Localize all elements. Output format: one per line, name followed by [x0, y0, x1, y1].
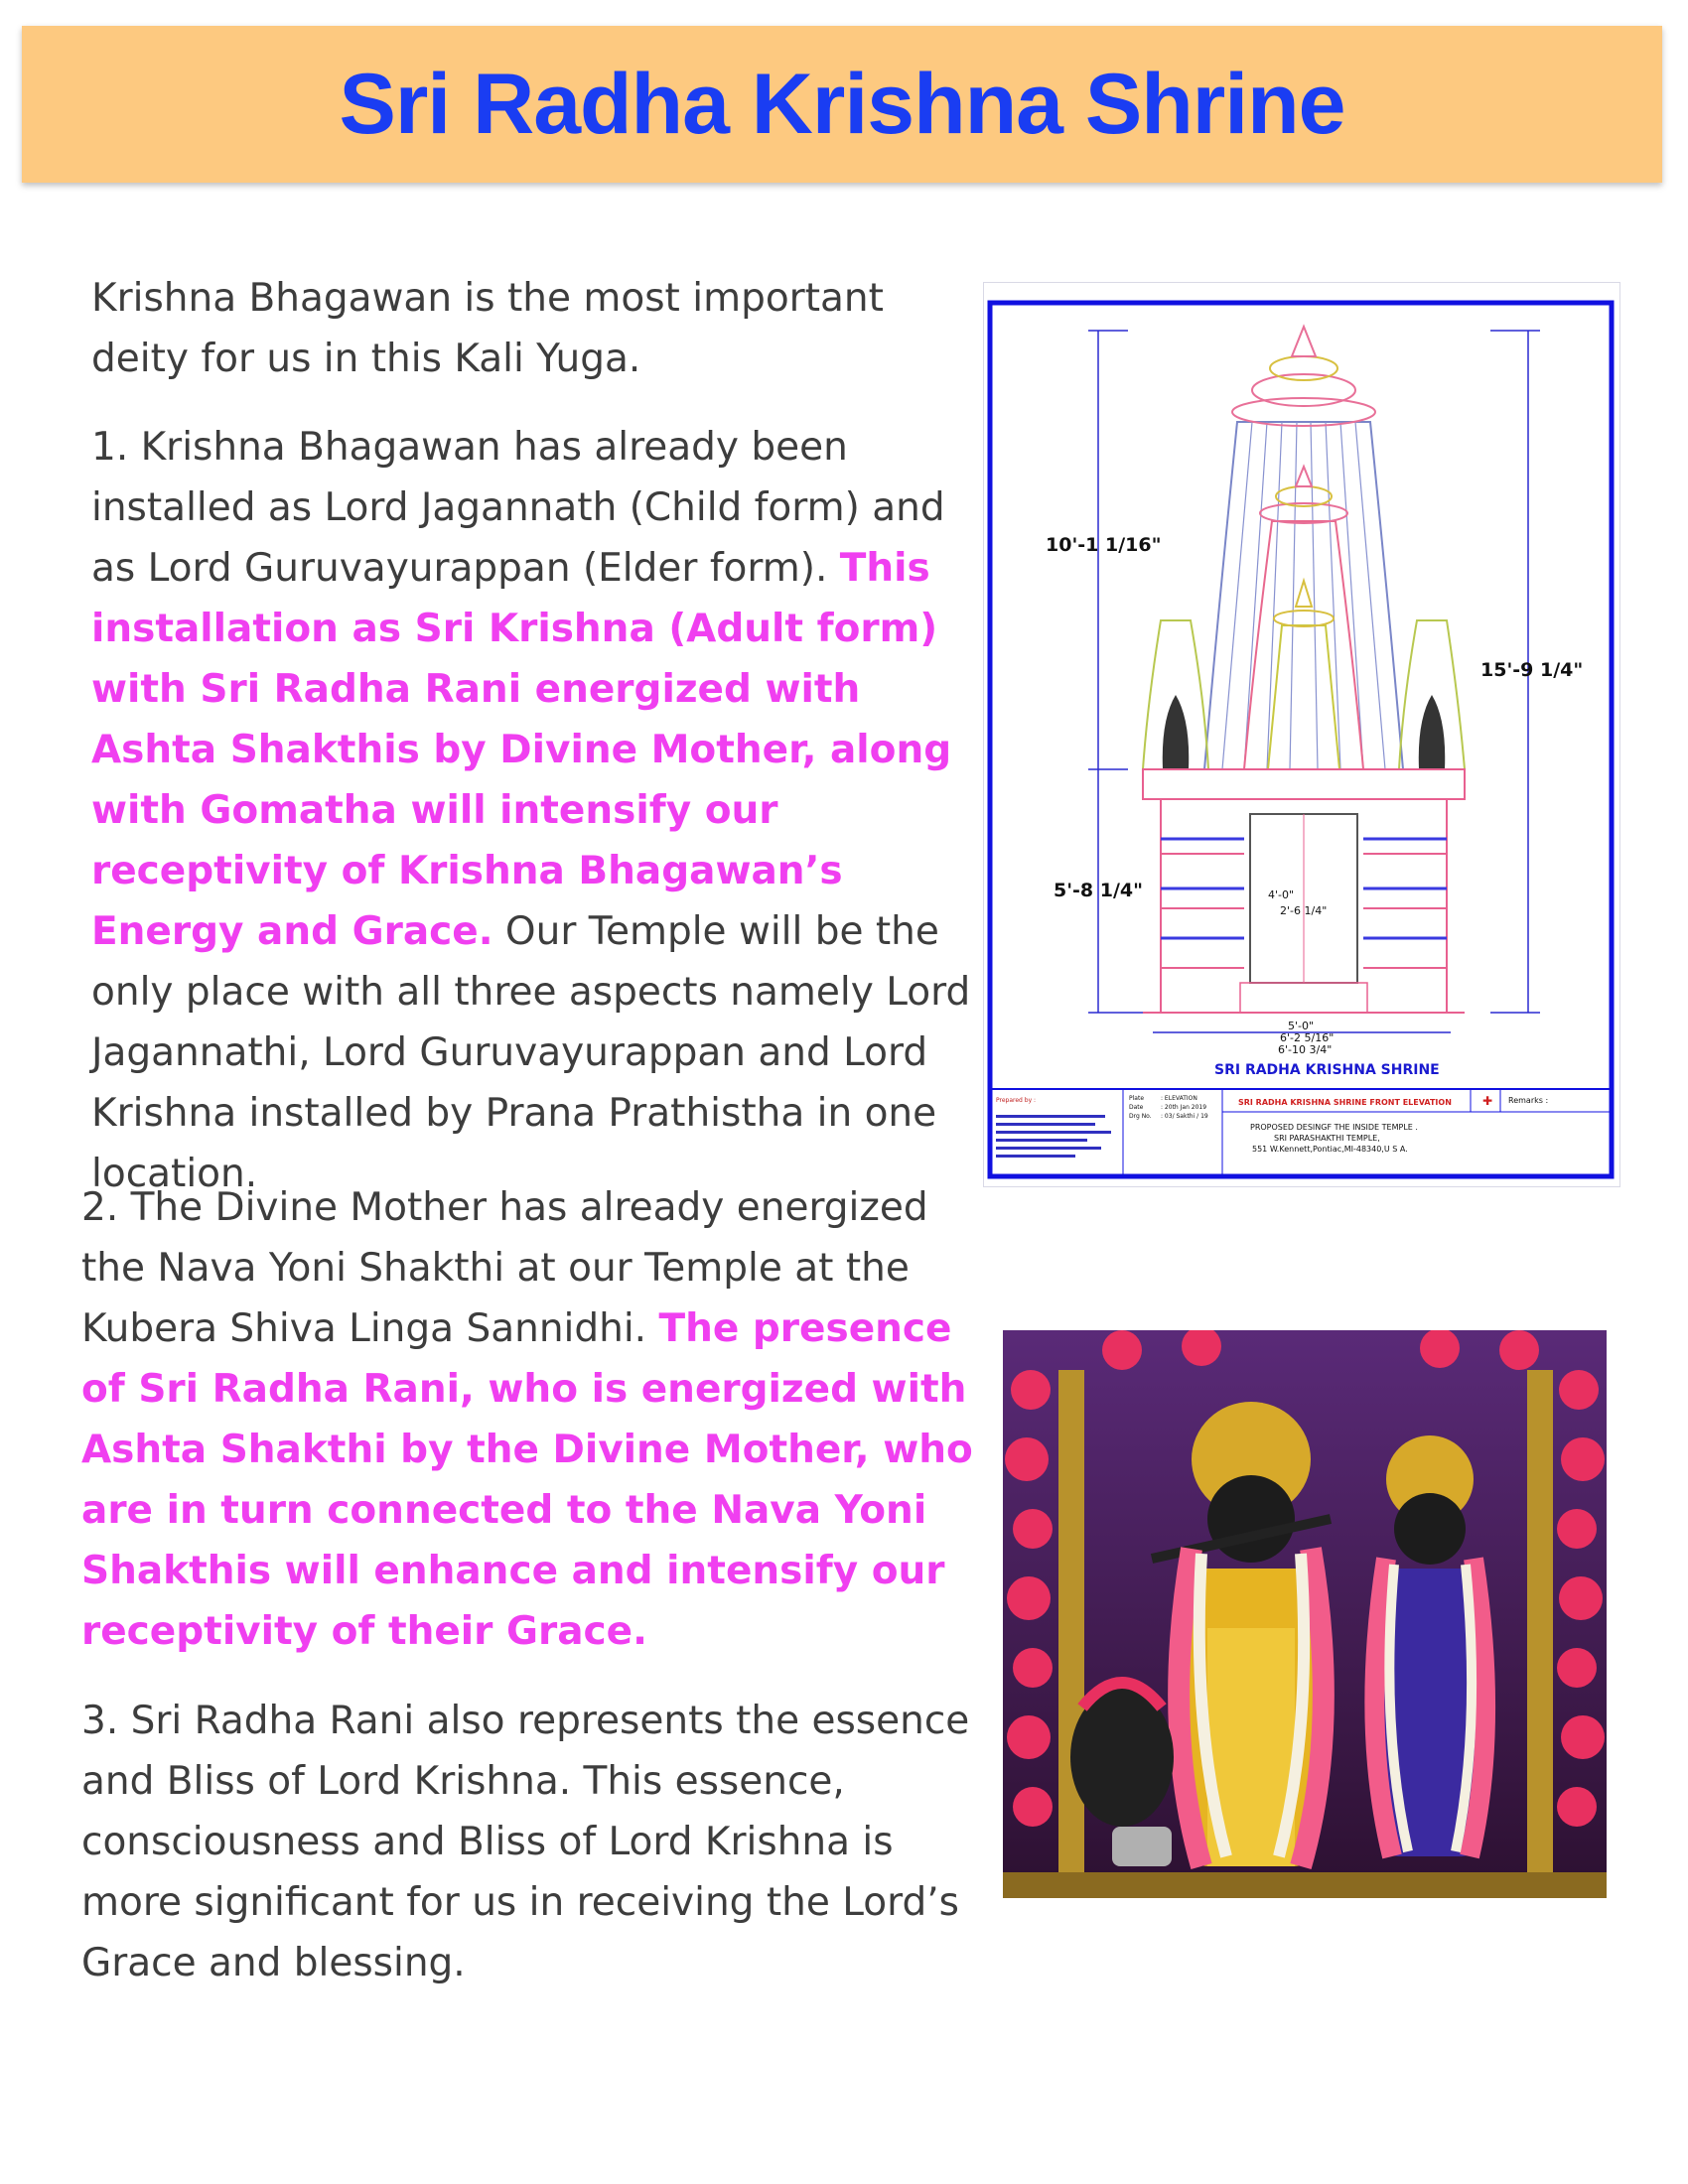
plate-label: Plate: [1129, 1095, 1145, 1102]
door-height-2: 2'-6 1/4": [1280, 904, 1328, 917]
door-height-1: 4'-0": [1268, 888, 1295, 901]
drawing-caption: SRI RADHA KRISHNA SHRINE: [1214, 1062, 1440, 1078]
date-value: : 20th Jan 2019: [1161, 1104, 1207, 1111]
base-width-3: 6'-10 3/4": [1278, 1043, 1333, 1056]
logo-cross-icon: ✚: [1482, 1094, 1493, 1108]
intro-paragraph: [91, 268, 965, 389]
point-3-text: 3. Sri Radha Rani also represents the essence and Bliss of Lord Krishna. This essence, consciousness and Bliss of Lord Krishna is more significant for us in receiving the Lord’s Grace and blessing.: [81, 1699, 970, 1985]
point-1-paragraph: [91, 417, 985, 1204]
drawing-number-value: : 03/ Sakthi / 19: [1161, 1113, 1208, 1120]
title-banner: [22, 26, 1662, 183]
deity-photo: [1003, 1330, 1607, 1898]
point-2-highlight: The presence of Sri Radha Rani, who is energized with Ashta Shakthi by the Divine Mother, who are in turn connected to the Nava Yoni Shakthis will enhance and intensify our receptivity of their Grace.: [81, 1306, 973, 1654]
proposed-design-text: PROPOSED DESINGF THE INSIDE TEMPLE .: [1250, 1123, 1418, 1132]
page-title: Sri Radha Krishna Shrine: [339, 57, 1345, 152]
point-1-text-a: 1. Krishna Bhagawan has already been installed as Lord Jagannath (Child form) and as Lord Guruvayurappan (Elder form).: [91, 425, 945, 591]
intro-text: Krishna Bhagawan is the most important deity for us in this Kali Yuga.: [91, 276, 884, 381]
shrine-elevation-drawing: [983, 282, 1620, 1187]
deity-photo-illustration: [1003, 1330, 1607, 1898]
temple-address-text: 551 W.Kennett,Pontiac,MI-48340,U S A.: [1252, 1145, 1408, 1154]
date-label: Date: [1129, 1104, 1144, 1111]
point-1-text-b: Our Temple will be the only place with all three aspects namely Lord Jagannathi, Lord Guruvayurappan and Lord Krishna installed by Prana Prathistha in one location.: [91, 909, 971, 1196]
point-2-paragraph: [81, 1177, 975, 1662]
base-width-1: 5'-0": [1288, 1020, 1315, 1032]
point-1-highlight: This installation as Sri Krishna (Adult form) with Sri Radha Rani energized with Ashta Shakthis by Divine Mother, along with Gomatha will intensify our receptivity of Krishna Bhagawan’s Energy and Grace.: [91, 546, 952, 954]
prepared-by-label: Prepared by :: [996, 1097, 1037, 1104]
point-2-text-a: 2. The Divine Mother has already energized the Nava Yoni Shakthi at our Temple at the Kubera Shiva Linga Sannidhi.: [81, 1185, 928, 1351]
point-3-paragraph: [81, 1691, 975, 1993]
dim-upper-label: 10'-1 1/16": [1046, 534, 1162, 556]
sheet-title: SRI RADHA KRISHNA SHRINE FRONT ELEVATION: [1238, 1098, 1452, 1107]
plate-value: : ELEVATION: [1161, 1095, 1197, 1102]
base-width-2: 6'-2 5/16": [1280, 1031, 1335, 1044]
remarks-label: Remarks :: [1508, 1096, 1549, 1105]
temple-name-text: SRI PARASHAKTHI TEMPLE,: [1274, 1134, 1380, 1143]
dim-total-label: 15'-9 1/4": [1480, 659, 1584, 681]
dim-lower-label: 5'-8 1/4": [1054, 880, 1144, 901]
drawing-number-label: Drg No.: [1129, 1113, 1152, 1120]
elevation-svg: [984, 283, 1619, 1186]
